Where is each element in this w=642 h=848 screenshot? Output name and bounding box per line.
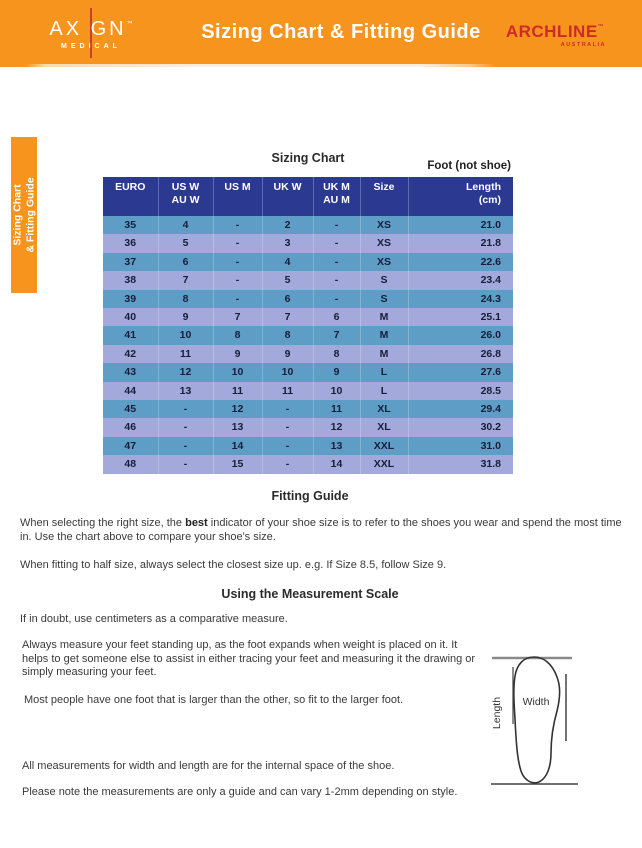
column-header: EURO (103, 177, 158, 216)
table-cell: 6 (262, 290, 313, 308)
table-cell: S (360, 271, 408, 289)
table-cell: XXL (360, 455, 408, 473)
table-cell: 26.8 (408, 345, 513, 363)
table-cell: 11 (262, 382, 313, 400)
table-row (103, 253, 513, 271)
table-cell: XL (360, 400, 408, 418)
table-cell: - (213, 290, 262, 308)
axign-logo-wordmark: AX GN™ (49, 18, 133, 40)
table-cell: 14 (313, 455, 360, 473)
table-cell: 10 (313, 382, 360, 400)
page-title: Sizing Chart & Fitting Guide (201, 20, 481, 43)
table-cell: 29.4 (408, 400, 513, 418)
table-cell: 2 (262, 216, 313, 234)
table-cell: 26.0 (408, 326, 513, 344)
table-cell: XS (360, 234, 408, 252)
table-cell: M (360, 326, 408, 344)
table-cell: 4 (158, 216, 213, 234)
column-header: US M (213, 177, 262, 216)
table-cell: 12 (158, 363, 213, 381)
measurement-paragraph-2: Always measure your feet standing up, as the foot expands when weight is placed on it. It helps to get someone else to assist in either tracing your feet and measuring it the drawing or simply measuring your feet. (22, 639, 476, 678)
table-cell: 21.0 (408, 216, 513, 234)
length-label: Length (491, 696, 503, 730)
table-cell: 22.6 (408, 253, 513, 271)
table-cell: XXL (360, 437, 408, 455)
table-cell: 10 (262, 363, 313, 381)
table-cell: - (262, 437, 313, 455)
header-divider-line (0, 64, 642, 67)
table-cell: 39 (103, 290, 158, 308)
measurement-paragraph-4: All measurements for width and length are for the internal space of the shoe. (22, 760, 395, 772)
table-cell: 28.5 (408, 382, 513, 400)
table-cell: - (213, 216, 262, 234)
table-cell: 27.6 (408, 363, 513, 381)
foot-not-shoe-note: Foot (not shoe) (427, 160, 511, 172)
table-row (103, 382, 513, 400)
table-cell: 21.8 (408, 234, 513, 252)
table-cell: 8 (158, 290, 213, 308)
table-cell: L (360, 382, 408, 400)
table-cell: - (262, 418, 313, 436)
table-cell: - (158, 418, 213, 436)
header-bar (0, 0, 642, 64)
table-cell: 4 (262, 253, 313, 271)
sizing-chart-title: Sizing Chart (271, 151, 345, 165)
table-cell: 8 (213, 326, 262, 344)
table-row (103, 290, 513, 308)
table-row (103, 271, 513, 289)
side-tab-label: Sizing Chart & Fitting Guide (11, 177, 36, 253)
table-cell: 13 (213, 418, 262, 436)
column-header: UK W (262, 177, 313, 216)
trademark-symbol: ™ (597, 24, 605, 30)
table-cell: - (262, 400, 313, 418)
table-cell: 6 (313, 308, 360, 326)
table-cell: 7 (213, 308, 262, 326)
table-cell: 31.0 (408, 437, 513, 455)
table-cell: - (158, 400, 213, 418)
table-row (103, 345, 513, 363)
table-cell: 40 (103, 308, 158, 326)
table-cell: 46 (103, 418, 158, 436)
table-cell: - (313, 253, 360, 271)
trademark-symbol: ™ (126, 21, 133, 27)
table-cell: 10 (158, 326, 213, 344)
table-cell: 7 (262, 308, 313, 326)
table-cell: 43 (103, 363, 158, 381)
table-cell: 47 (103, 437, 158, 455)
table-cell: 9 (262, 345, 313, 363)
table-cell: 13 (158, 382, 213, 400)
table-cell: - (213, 234, 262, 252)
width-label: Width (522, 696, 550, 708)
table-cell: - (313, 290, 360, 308)
table-cell: 36 (103, 234, 158, 252)
measurement-paragraph-1: If in doubt, use centimeters as a comparative measure. (20, 613, 288, 625)
table-cell: XS (360, 216, 408, 234)
table-cell: 48 (103, 455, 158, 473)
table-row (103, 400, 513, 418)
table-cell: 41 (103, 326, 158, 344)
measurement-paragraph-3: Most people have one foot that is larger than the other, so fit to the larger foot. (24, 694, 404, 706)
table-cell: 15 (213, 455, 262, 473)
table-cell: 25.1 (408, 308, 513, 326)
table-row (103, 326, 513, 344)
table-cell: 10 (213, 363, 262, 381)
axign-medical-logo (46, 6, 136, 60)
table-cell: 31.8 (408, 455, 513, 473)
table-row (103, 437, 513, 455)
table-cell: - (213, 271, 262, 289)
table-cell: 9 (158, 308, 213, 326)
table-cell: L (360, 363, 408, 381)
table-cell: M (360, 345, 408, 363)
table-cell: 11 (213, 382, 262, 400)
table-cell: - (158, 455, 213, 473)
table-row (103, 234, 513, 252)
table-cell: 9 (213, 345, 262, 363)
foot-outline (514, 657, 560, 783)
column-header: Length (cm) (408, 177, 513, 216)
table-cell: 7 (313, 326, 360, 344)
table-cell: 45 (103, 400, 158, 418)
archline-logo-subtext: AUSTRALIA (560, 42, 606, 48)
measurement-scale-heading: Using the Measurement Scale (221, 587, 399, 601)
fitting-guide-paragraph-1: When selecting the right size, the best indicator of your shoe size is to refer to the shoes you wear and spend the most time in. Use the chart above to compare your shoe's size. (20, 517, 622, 543)
table-row (103, 363, 513, 381)
table-cell: 37 (103, 253, 158, 271)
axign-logo-subtext: MEDICAL (61, 43, 121, 50)
table-cell: M (360, 308, 408, 326)
archline-logo (500, 22, 610, 48)
table-cell: - (313, 234, 360, 252)
table-cell: - (313, 271, 360, 289)
table-cell: 6 (158, 253, 213, 271)
table-cell: 8 (262, 326, 313, 344)
table-cell: 9 (313, 363, 360, 381)
side-tab (11, 137, 37, 293)
column-header: US W AU W (158, 177, 213, 216)
table-cell: 5 (158, 234, 213, 252)
table-header-row (103, 177, 513, 216)
table-cell: XS (360, 253, 408, 271)
table-cell: 30.2 (408, 418, 513, 436)
table-cell: S (360, 290, 408, 308)
table-cell: 8 (313, 345, 360, 363)
measurement-paragraph-5: Please note the measurements are only a guide and can vary 1-2mm depending on style. (22, 786, 458, 798)
table-cell: 38 (103, 271, 158, 289)
table-row (103, 418, 513, 436)
table-cell: 13 (313, 437, 360, 455)
table-cell: 42 (103, 345, 158, 363)
table-cell: 7 (158, 271, 213, 289)
table-cell: 14 (213, 437, 262, 455)
table-cell: - (158, 437, 213, 455)
sizing-chart-table (103, 177, 513, 474)
table-cell: 12 (313, 418, 360, 436)
table-cell: 12 (213, 400, 262, 418)
table-row (103, 308, 513, 326)
table-cell: - (262, 455, 313, 473)
fitting-guide-paragraph-2: When fitting to half size, always select the closest size up. e.g. If Size 8.5, follow Size 9. (20, 559, 447, 571)
table-cell: - (213, 253, 262, 271)
table-row (103, 455, 513, 473)
table-cell: - (313, 216, 360, 234)
table-cell: 24.3 (408, 290, 513, 308)
table-cell: 11 (313, 400, 360, 418)
column-header: UK M AU M (313, 177, 360, 216)
fitting-guide-heading: Fitting Guide (271, 489, 349, 503)
archline-logo-wordmark: ARCHLINE™ (505, 22, 605, 41)
table-cell: 35 (103, 216, 158, 234)
table-cell: 23.4 (408, 271, 513, 289)
table-row (103, 216, 513, 234)
foot-measurement-diagram (486, 643, 590, 795)
table-cell: XL (360, 418, 408, 436)
table-cell: 5 (262, 271, 313, 289)
column-header: Size (360, 177, 408, 216)
table-cell: 44 (103, 382, 158, 400)
table-cell: 11 (158, 345, 213, 363)
table-cell: 3 (262, 234, 313, 252)
